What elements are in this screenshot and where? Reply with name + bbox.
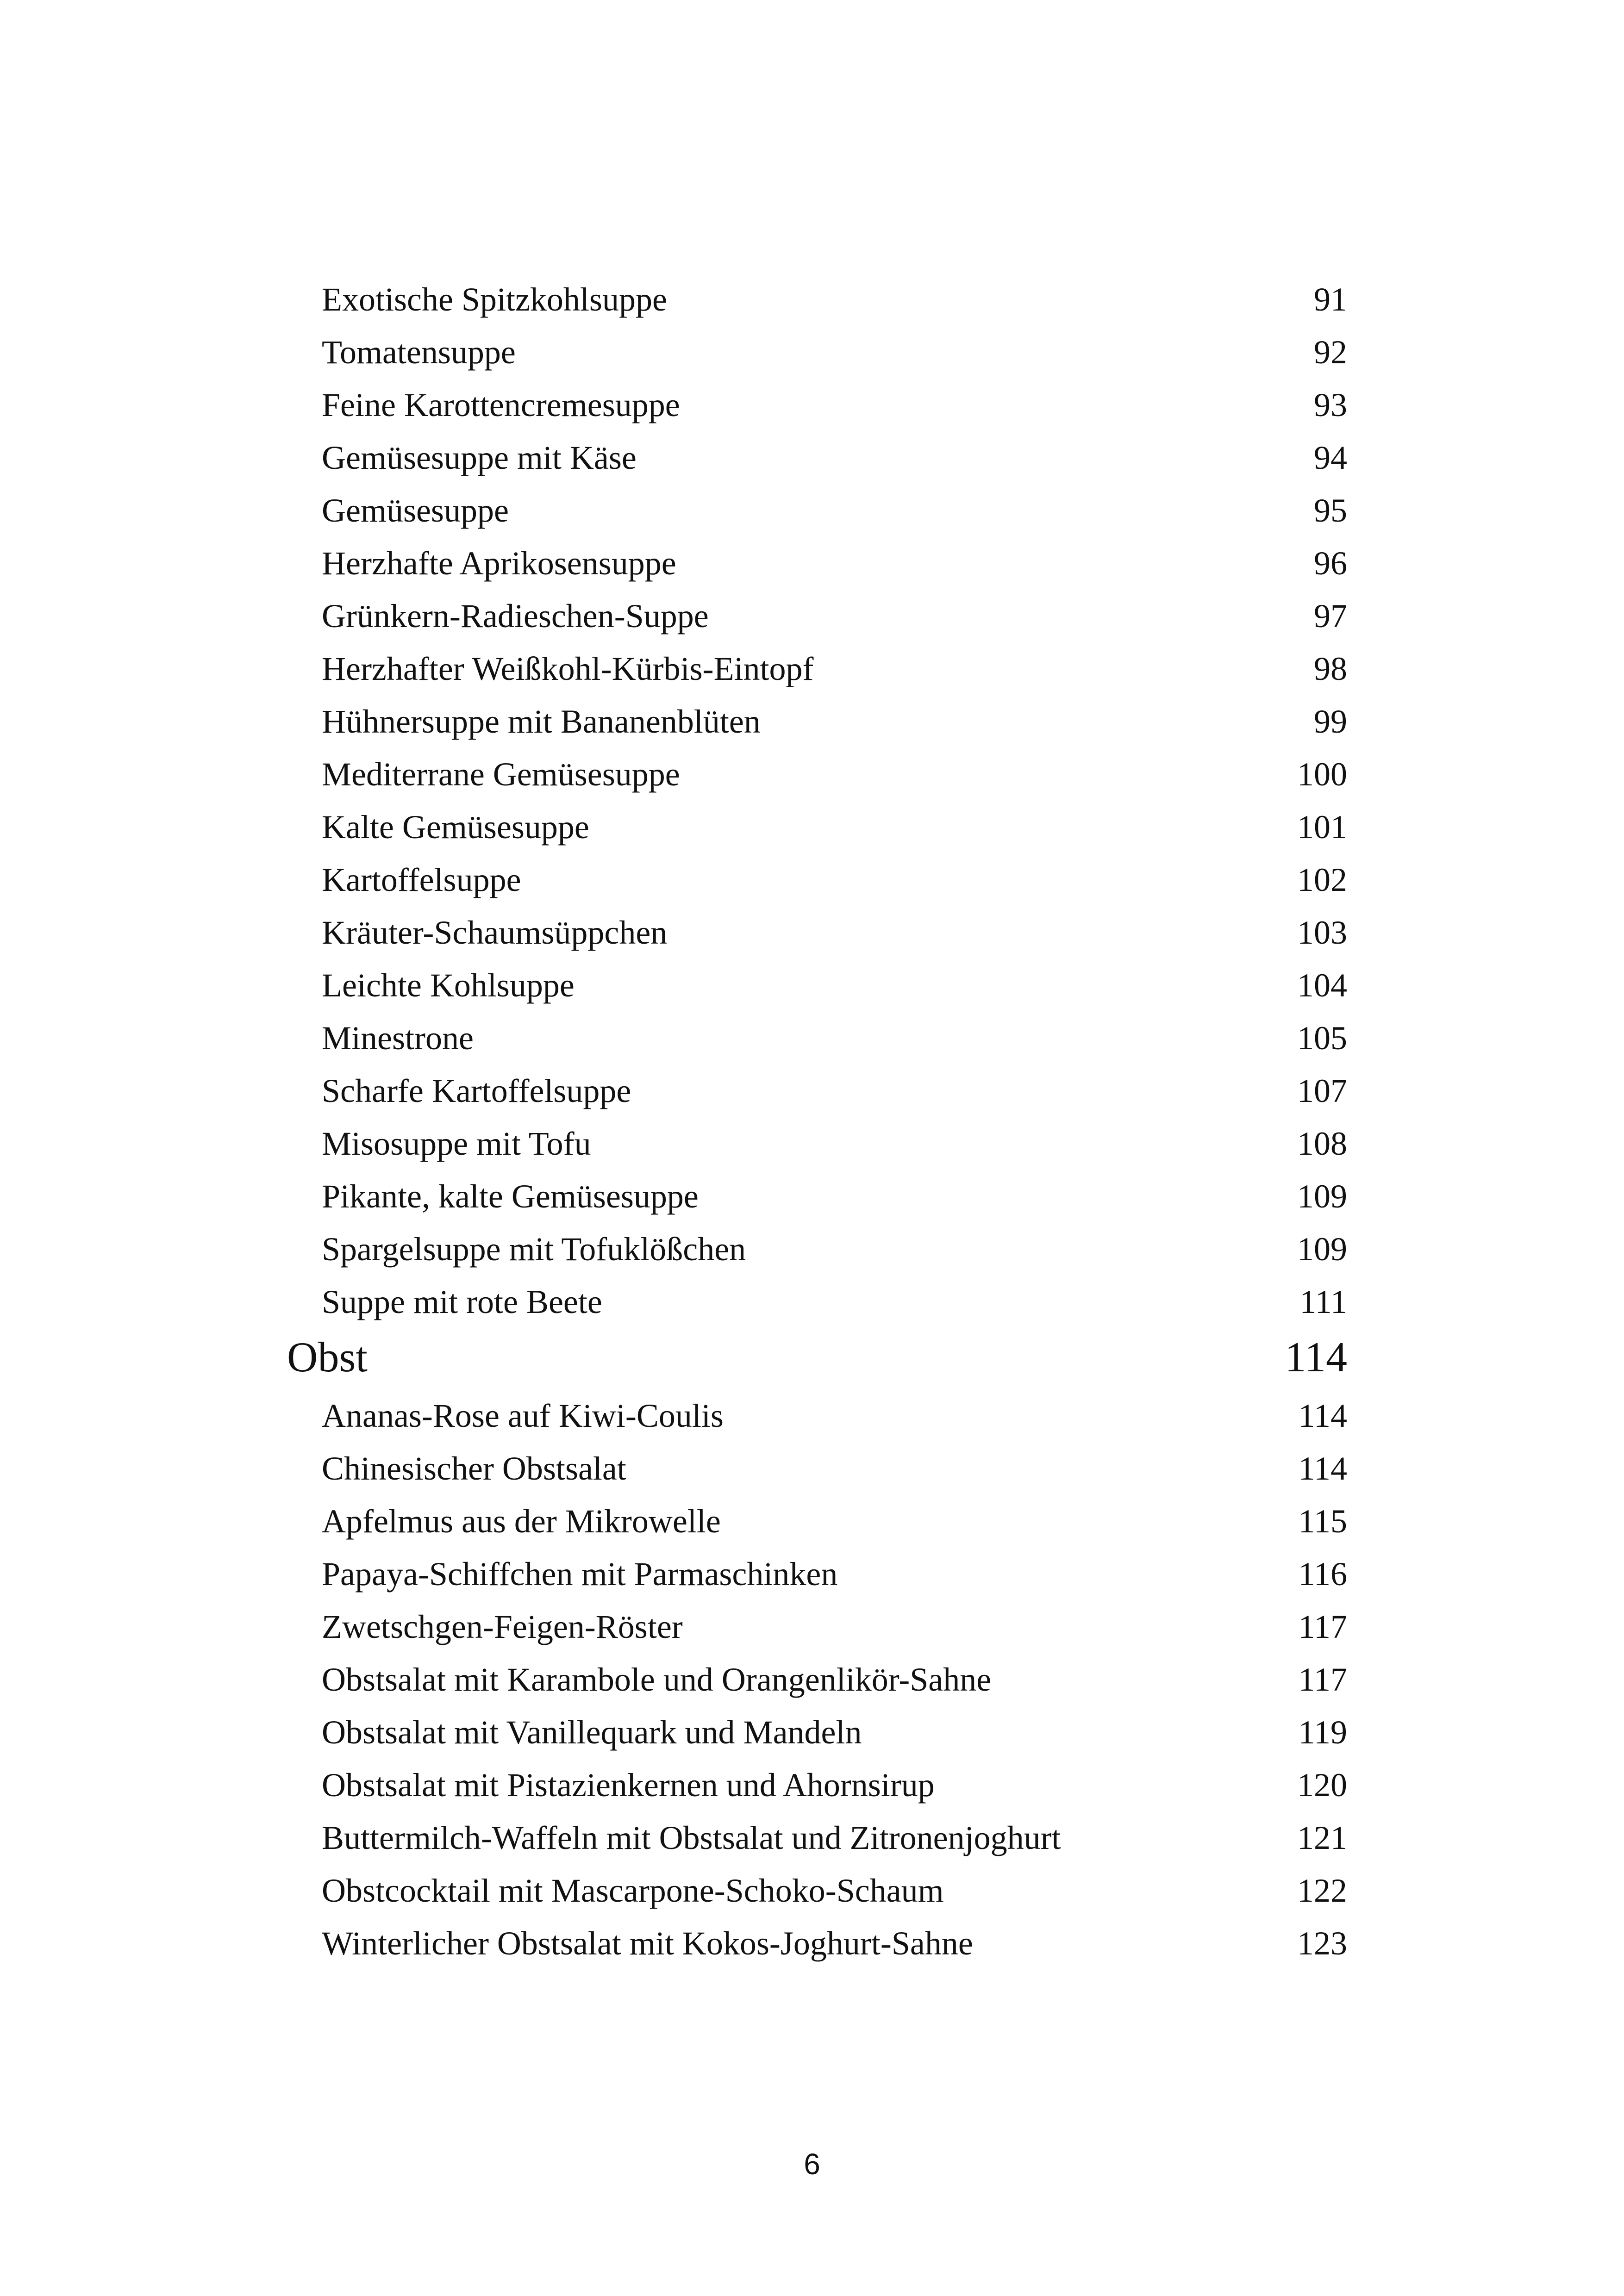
toc-entry-title: Gemüsesuppe mit Käse [322, 439, 637, 476]
toc-entry-title: Zwetschgen-Feigen-Röster [322, 1608, 683, 1645]
toc-entry-title: Kartoffelsuppe [322, 861, 521, 898]
toc-entry-page: 96 [1314, 545, 1347, 582]
toc-entry-title: Obstcocktail mit Mascarpone-Schoko-Schaum [322, 1872, 944, 1909]
toc-chapter-title: Obst [287, 1333, 368, 1381]
toc-entry-page: 93 [1314, 386, 1347, 423]
toc-entry-page: 105 [1297, 1020, 1347, 1057]
toc-chapter-heading [287, 1325, 1347, 1389]
toc-entry [322, 1495, 1347, 1548]
toc-entry [322, 590, 1347, 642]
toc-entry-title: Gemüsesuppe [322, 492, 509, 529]
toc-entry [322, 1811, 1347, 1864]
toc-entry-title: Obstsalat mit Karambole und Orangenlikör-Sahne [322, 1661, 992, 1698]
toc-entry-page: 109 [1297, 1178, 1347, 1215]
toc-entry-page: 115 [1298, 1503, 1347, 1540]
toc-entry-page: 91 [1314, 281, 1347, 318]
toc-entry-page: 104 [1297, 967, 1347, 1004]
toc-entry [322, 801, 1347, 853]
toc-entry [322, 1653, 1347, 1706]
toc-entry [322, 1864, 1347, 1917]
toc-entry-page: 99 [1314, 703, 1347, 740]
toc-entry [322, 1600, 1347, 1653]
toc-entry-page: 116 [1298, 1556, 1347, 1593]
toc-entry-page: 121 [1297, 1819, 1347, 1856]
toc-entry [322, 379, 1347, 431]
toc-entry-page: 95 [1314, 492, 1347, 529]
toc-entry-page: 103 [1297, 914, 1347, 951]
toc-entry-title: Winterlicher Obstsalat mit Kokos-Joghurt-Sahne [322, 1925, 973, 1962]
toc-entry-page: 97 [1314, 597, 1347, 635]
toc-entry-title: Obstsalat mit Vanillequark und Mandeln [322, 1714, 862, 1751]
toc-entry-title: Grünkern-Radieschen-Suppe [322, 597, 709, 635]
toc-entry-page: 119 [1298, 1714, 1347, 1751]
toc-entry-page: 114 [1298, 1450, 1347, 1487]
toc-entry-title: Scharfe Kartoffelsuppe [322, 1072, 631, 1109]
toc-entry [322, 1759, 1347, 1811]
toc-entry [322, 748, 1347, 801]
toc-entry [322, 1223, 1347, 1276]
toc-entry-title: Exotische Spitzkohlsuppe [322, 281, 667, 318]
toc-entry-title: Buttermilch-Waffeln mit Obstsalat und Zitronenjoghurt [322, 1819, 1061, 1856]
toc-entry [322, 1548, 1347, 1600]
toc-chapter-page: 114 [1285, 1333, 1347, 1381]
toc-entry [322, 1012, 1347, 1064]
toc-entry [322, 1276, 1347, 1328]
toc-entry-page: 114 [1298, 1397, 1347, 1434]
toc-entry [322, 959, 1347, 1012]
toc-entry [322, 326, 1347, 379]
toc-entry-title: Herzhafter Weißkohl-Kürbis-Eintopf [322, 650, 814, 687]
toc-entry-page: 94 [1314, 439, 1347, 476]
toc-entry-title: Feine Karottencremesuppe [322, 386, 680, 423]
toc-entry-title: Herzhafte Aprikosensuppe [322, 545, 676, 582]
toc-entry [322, 1442, 1347, 1495]
toc-entry-title: Apfelmus aus der Mikrowelle [322, 1503, 721, 1540]
toc-entry-title: Spargelsuppe mit Tofuklößchen [322, 1231, 746, 1268]
toc-entry-page: 123 [1297, 1925, 1347, 1962]
toc-entry-title: Kräuter-Schaumsüppchen [322, 914, 668, 951]
toc-entry [322, 1917, 1347, 1970]
toc-entry-title: Chinesischer Obstsalat [322, 1450, 626, 1487]
page-number: 6 [804, 2147, 820, 2181]
toc-entry-page: 117 [1298, 1661, 1347, 1698]
toc-entry-page: 92 [1314, 334, 1347, 371]
toc-entry [322, 484, 1347, 537]
toc-entry-page: 107 [1297, 1072, 1347, 1109]
toc-entry-title: Ananas-Rose auf Kiwi-Coulis [322, 1397, 724, 1434]
toc-entry-title: Minestrone [322, 1020, 474, 1057]
toc-entry [322, 1170, 1347, 1223]
toc-entry-title: Suppe mit rote Beete [322, 1283, 602, 1320]
toc-entry [322, 695, 1347, 748]
toc-entry-title: Tomatensuppe [322, 334, 516, 371]
toc-entry [322, 537, 1347, 590]
toc-entry [322, 642, 1347, 695]
toc-entry-title: Papaya-Schiffchen mit Parmaschinken [322, 1556, 838, 1593]
toc-entry [322, 1706, 1347, 1759]
toc-entry-page: 120 [1297, 1767, 1347, 1804]
toc-entry [322, 1389, 1347, 1442]
toc-entry-title: Obstsalat mit Pistazienkernen und Ahornsirup [322, 1767, 935, 1804]
toc-entry-title: Leichte Kohlsuppe [322, 967, 575, 1004]
toc-entry-title: Mediterrane Gemüsesuppe [322, 756, 680, 793]
toc-entry-title: Hühnersuppe mit Bananenblüten [322, 703, 761, 740]
toc-entry-title: Pikante, kalte Gemüsesuppe [322, 1178, 699, 1215]
toc-entry-title: Kalte Gemüsesuppe [322, 809, 589, 846]
toc-entry-page: 111 [1299, 1283, 1347, 1320]
toc-entry-page: 102 [1297, 861, 1347, 898]
toc-entry [322, 1064, 1347, 1117]
toc-entry-title: Misosuppe mit Tofu [322, 1125, 591, 1162]
toc-entry [322, 273, 1347, 326]
toc-entry-page: 108 [1297, 1125, 1347, 1162]
toc-entry [322, 431, 1347, 484]
toc-entry-page: 100 [1297, 756, 1347, 793]
toc-entry-page: 98 [1314, 650, 1347, 687]
toc-entry-page: 109 [1297, 1231, 1347, 1268]
toc-entry-page: 101 [1297, 809, 1347, 846]
toc-entry [322, 1117, 1347, 1170]
toc-entry [322, 853, 1347, 906]
toc-entry-page: 122 [1297, 1872, 1347, 1909]
toc-entry-page: 117 [1298, 1608, 1347, 1645]
toc-entry [322, 906, 1347, 959]
